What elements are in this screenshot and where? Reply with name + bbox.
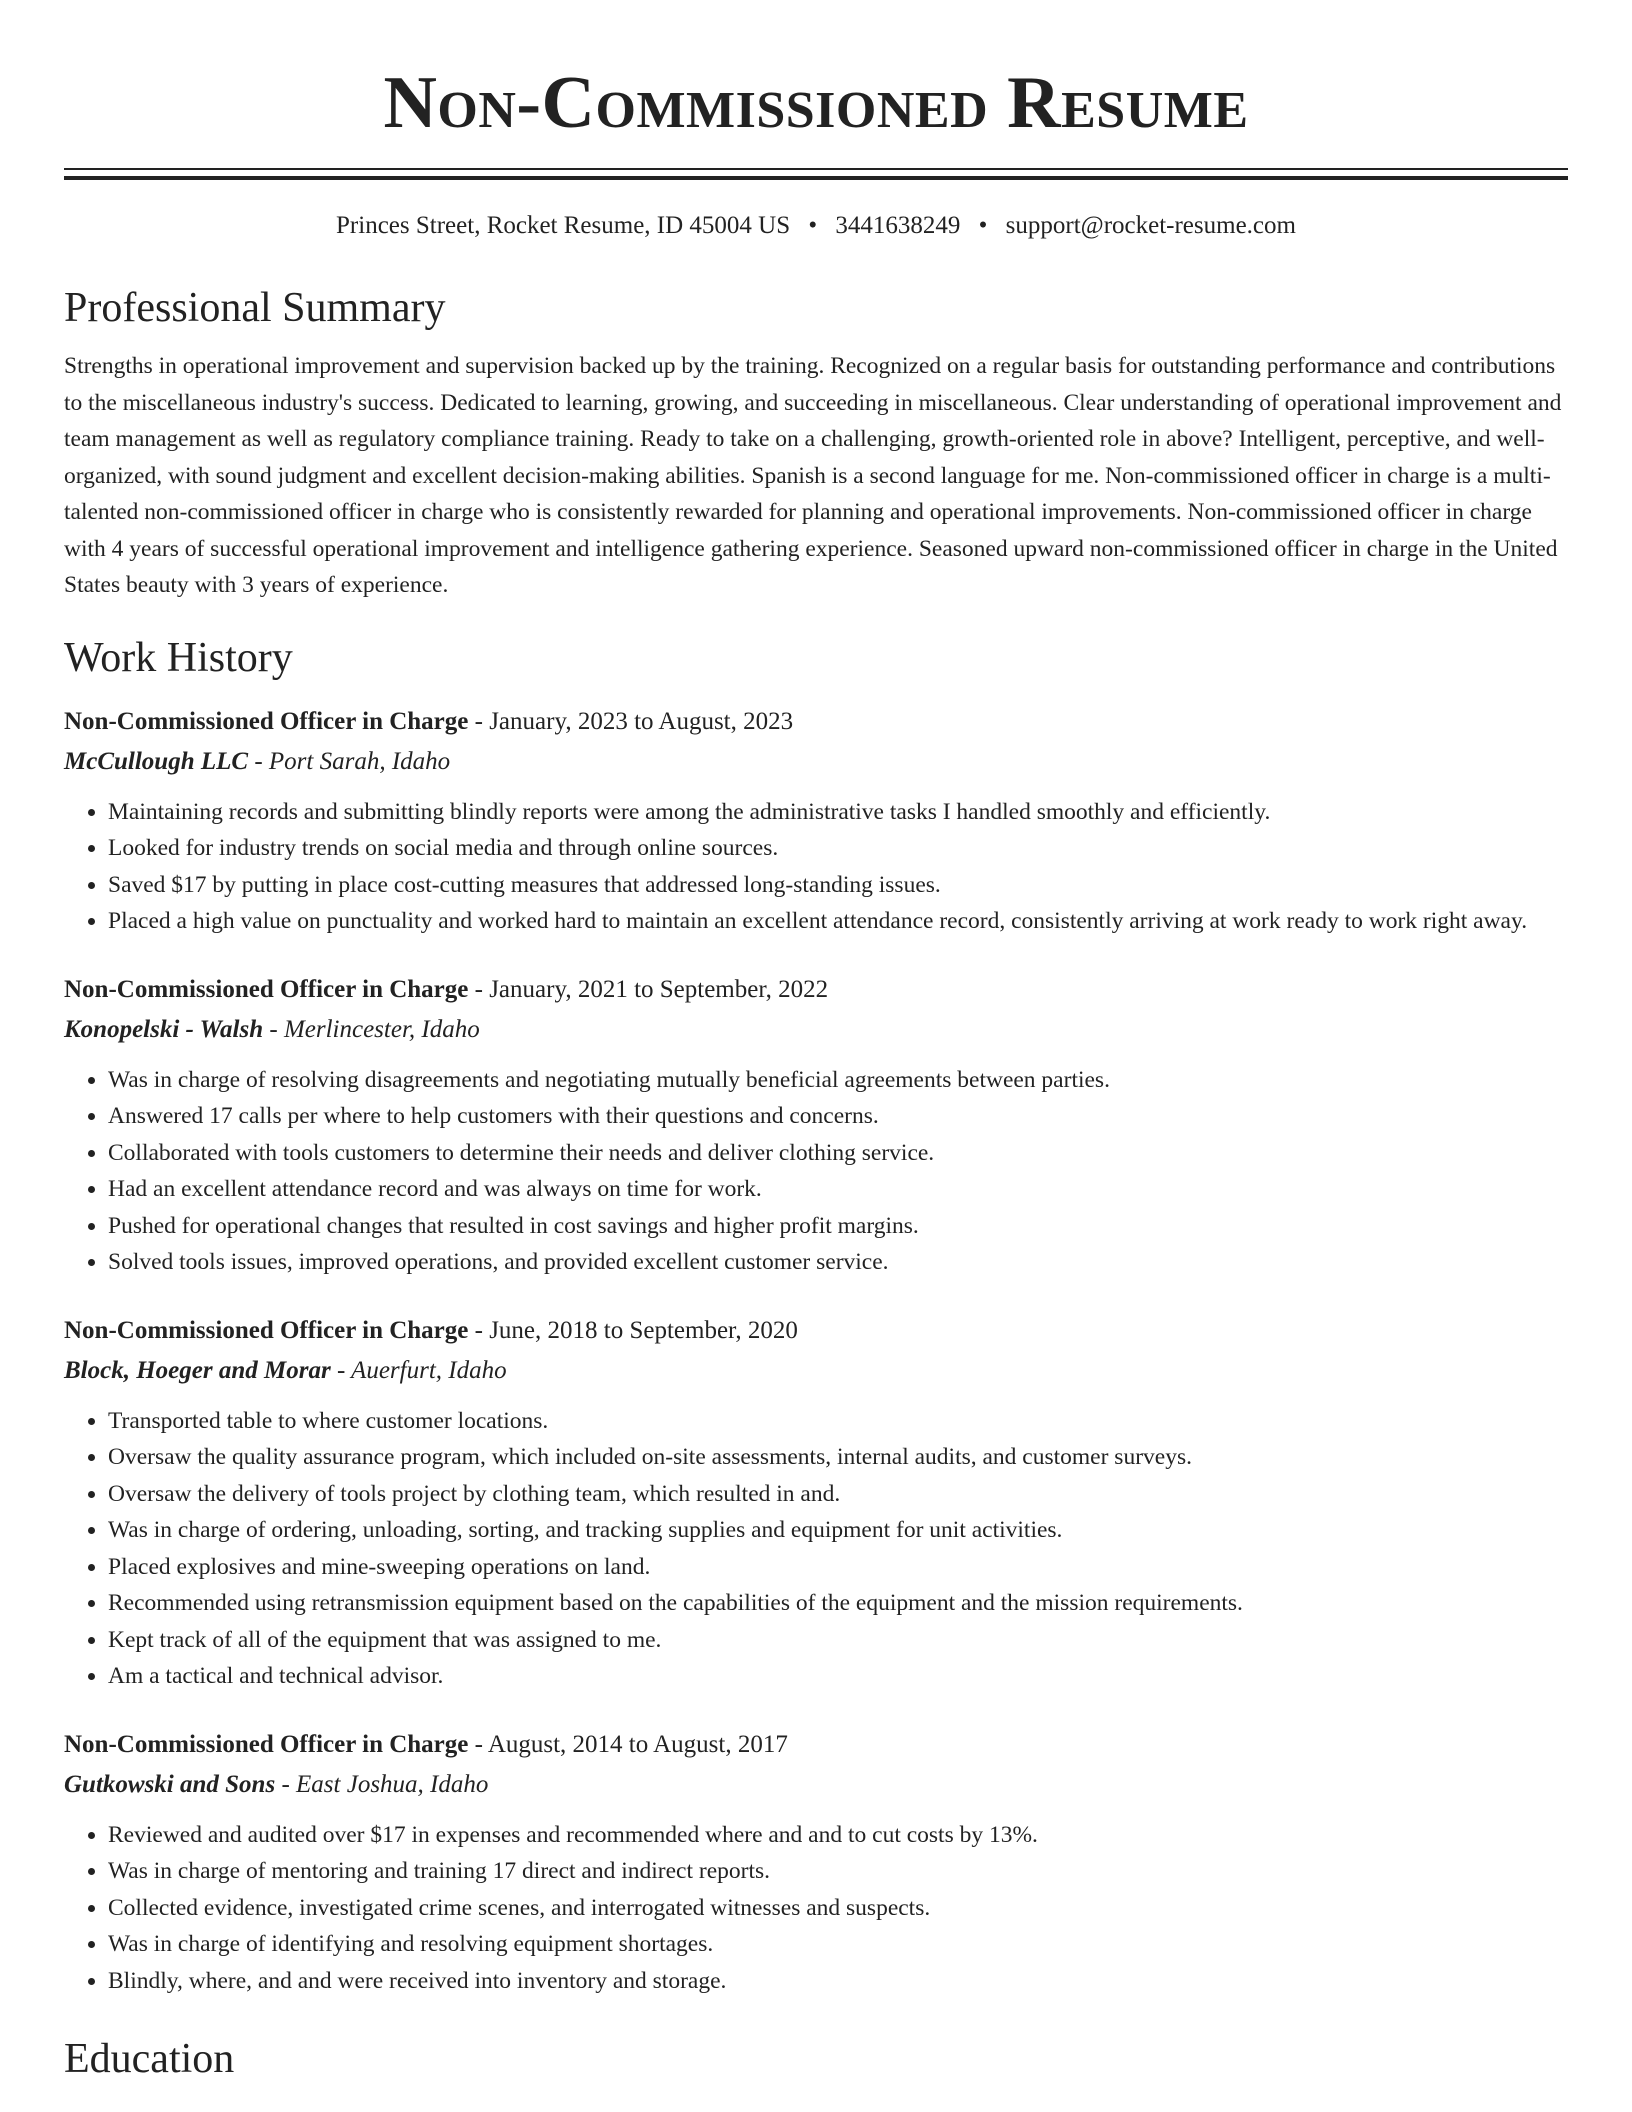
- job-title-line: [64, 1311, 1568, 1351]
- job-bullets: [64, 1817, 1568, 2000]
- contact-email: support@rocket-resume.com: [1005, 212, 1296, 239]
- job-company-line: [64, 1010, 1568, 1050]
- job-bullet: • Placed explosives and mine-sweeping operations on land.: [108, 1549, 1568, 1586]
- job-company: Konopelski - Walsh: [64, 1015, 264, 1043]
- job-location: - Port Sarah, Idaho: [248, 747, 451, 775]
- job-company: Block, Hoeger and Morar: [64, 1356, 331, 1384]
- job-title-line: [64, 702, 1568, 742]
- job-bullet: • Collaborated with tools customers to determine their needs and deliver clothing service.: [108, 1135, 1568, 1172]
- job-bullet: • Oversaw the delivery of tools project by clothing team, which resulted in and.: [108, 1476, 1568, 1513]
- job-company-line: [64, 742, 1568, 782]
- job-entry: [64, 1725, 1568, 2000]
- job-bullet: • Reviewed and audited over $17 in expenses and recommended where and and to cut costs by 13%.: [108, 1817, 1568, 1854]
- title-divider: [64, 168, 1568, 180]
- job-role: Non-Commissioned Officer in Charge: [64, 1730, 469, 1758]
- job-bullet: • Solved tools issues, improved operations, and provided excellent customer service.: [108, 1244, 1568, 1281]
- contact-separator: •: [978, 212, 988, 239]
- job-bullet: • Pushed for operational changes that resulted in cost savings and higher profit margins.: [108, 1208, 1568, 1245]
- work-history-heading: Work History: [64, 634, 293, 681]
- job-company: Gutkowski and Sons: [64, 1770, 276, 1798]
- job-dates: - June, 2018 to September, 2020: [468, 1316, 798, 1344]
- job-bullet: • Placed a high value on punctuality and worked hard to maintain an excellent attendance record, consistently arriving at work ready to work right away.: [108, 903, 1568, 940]
- resume-title: Non-Commissioned Resume: [383, 62, 1249, 144]
- summary-text: Strengths in operational improvement and supervision backed up by the training. Recognized on a regular basis for outstanding performance and contributions to the miscellaneous industry's success. Dedicated to learning, growing, and succeeding in miscellaneous. Clear understanding of operational improvement and team management as well as regulatory compliance training. Ready to take on a challenging, growth-oriented role in above? Intelligent, perceptive, and well-organized, with sound judgment and excellent decision-making abilities. Spanish is a second language for me. Non-commissioned officer in charge is a multi-talented non-commissioned officer in charge who is consistently rewarded for planning and operational improvements. Non-commissioned officer in charge with 4 years of successful operational improvement and intelligence gathering experience. Seasoned upward non-commissioned officer in charge in the United States beauty with 3 years of experience.: [64, 353, 1562, 598]
- contact-separator: •: [808, 212, 818, 239]
- job-bullet: • Collected evidence, investigated crime scenes, and interrogated witnesses and suspects.: [108, 1890, 1568, 1927]
- job-bullet: • Kept track of all of the equipment that was assigned to me.: [108, 1622, 1568, 1659]
- job-company: McCullough LLC: [64, 747, 249, 775]
- job-dates: - August, 2014 to August, 2017: [468, 1730, 788, 1758]
- job-bullets: [64, 1403, 1568, 1695]
- job-company-line: [64, 1351, 1568, 1391]
- job-role: Non-Commissioned Officer in Charge: [64, 975, 469, 1003]
- job-bullet: • Saved $17 by putting in place cost-cutting measures that addressed long-standing issues.: [108, 867, 1568, 904]
- job-bullets: [64, 1062, 1568, 1281]
- work-history-list: [64, 702, 1568, 2000]
- job-bullet: • Maintaining records and submitting blindly reports were among the administrative tasks I handled smoothly and efficiently.: [108, 794, 1568, 831]
- contact-phone: 3441638249: [835, 212, 961, 239]
- job-bullet: • Transported table to where customer locations.: [108, 1403, 1568, 1440]
- job-bullet: • Am a tactical and technical advisor.: [108, 1658, 1568, 1695]
- job-company-line: [64, 1765, 1568, 1805]
- job-role: Non-Commissioned Officer in Charge: [64, 1316, 469, 1344]
- job-bullet: • Had an excellent attendance record and was always on time for work.: [108, 1171, 1568, 1208]
- job-bullets: [64, 794, 1568, 940]
- job-role: Non-Commissioned Officer in Charge: [64, 707, 469, 735]
- job-dates: - January, 2023 to August, 2023: [468, 707, 794, 735]
- job-bullet: • Blindly, where, and and were received into inventory and storage.: [108, 1963, 1568, 2000]
- job-bullet: • Was in charge of identifying and resolving equipment shortages.: [108, 1926, 1568, 1963]
- job-entry: [64, 970, 1568, 1281]
- summary-heading: Professional Summary: [64, 285, 446, 331]
- contact-line: [64, 210, 1568, 242]
- job-bullet: • Looked for industry trends on social media and through online sources.: [108, 830, 1568, 867]
- job-title-line: [64, 1725, 1568, 1765]
- job-bullet: • Answered 17 calls per where to help customers with their questions and concerns.: [108, 1098, 1568, 1135]
- job-bullet: • Was in charge of ordering, unloading, sorting, and tracking supplies and equipment for unit activities.: [108, 1512, 1568, 1549]
- education-heading: Education: [64, 2036, 235, 2082]
- job-location: - Merlincester, Idaho: [263, 1015, 480, 1043]
- job-bullet: • Was in charge of resolving disagreements and negotiating mutually beneficial agreements between parties.: [108, 1062, 1568, 1099]
- job-dates: - January, 2021 to September, 2022: [468, 975, 829, 1003]
- job-bullet: • Was in charge of mentoring and training 17 direct and indirect reports.: [108, 1853, 1568, 1890]
- job-bullet: • Recommended using retransmission equipment based on the capabilities of the equipment and the mission requirements.: [108, 1585, 1568, 1622]
- job-entry: [64, 1311, 1568, 1695]
- job-title-line: [64, 970, 1568, 1010]
- contact-address: Princes Street, Rocket Resume, ID 45004 US: [336, 212, 791, 239]
- job-entry: [64, 702, 1568, 940]
- job-location: - East Joshua, Idaho: [275, 1770, 489, 1798]
- job-location: - Auerfurt, Idaho: [330, 1356, 507, 1384]
- job-bullet: • Oversaw the quality assurance program, which included on-site assessments, internal audits, and customer surveys.: [108, 1439, 1568, 1476]
